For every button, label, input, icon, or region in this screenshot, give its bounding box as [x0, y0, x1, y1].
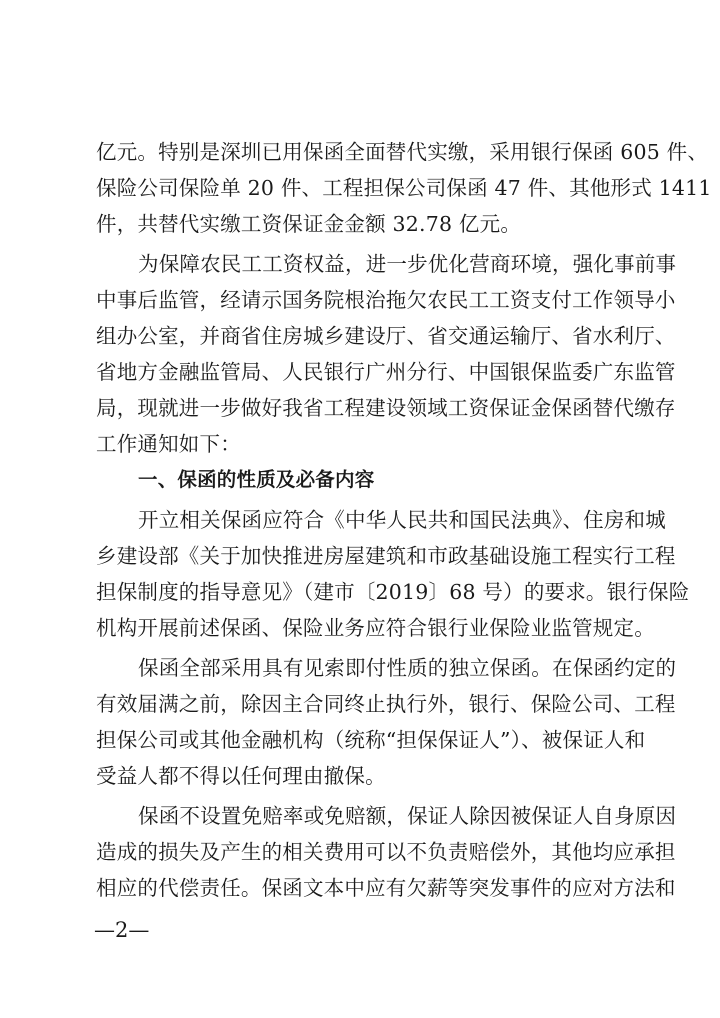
paragraph-4 [96, 650, 677, 794]
section-heading: 一、保函的性质及必备内容 [138, 468, 375, 491]
text-line: 保险公司保险单 20 件、工程担保公司保函 47 件、其他形式 1411 [96, 176, 712, 200]
text-line: 受益人都不得以任何理由撤保。 [96, 764, 386, 788]
text-line: 造成的损失及产生的相关费用可以不负责赔偿外，其他均应承担 [96, 840, 676, 864]
paragraph-3 [96, 502, 690, 646]
text-line: 省地方金融监管局、人民银行广州分行、中国银保监委广东监管 [96, 360, 676, 384]
paragraph-2 [96, 246, 677, 462]
paragraph-5 [96, 798, 677, 906]
text-line: 组办公室，并商省住房城乡建设厅、省交通运输厅、省水利厅、 [96, 324, 676, 348]
text-line: 担保公司或其他金融机构（统称“担保保证人”）、被保证人和 [96, 728, 646, 752]
document-body [96, 134, 712, 906]
text-line: 开立相关保函应符合《中华人民共和国民法典》、住房和城 [138, 508, 666, 532]
text-line: 件，共替代实缴工资保证金金额 32.78 亿元。 [96, 212, 522, 236]
text-line: 保函全部采用具有见索即付性质的独立保函。在保函约定的 [138, 656, 677, 680]
text-line: 保函不设置免赔率或免赔额，保证人除因被保证人自身原因 [138, 804, 677, 828]
text-line: 担保制度的指导意见》（建市〔2019〕68 号）的要求。银行保险 [96, 580, 690, 604]
text-line: 中事后监管，经请示国务院根治拖欠农民工工资支付工作领导小 [96, 288, 676, 312]
page-number: —2— [94, 918, 150, 942]
text-line: 机构开展前述保函、保险业务应符合银行业保险业监管规定。 [96, 616, 655, 640]
text-line: 乡建设部《关于加快推进房屋建筑和市政基础设施工程实行工程 [96, 544, 676, 568]
paragraph-1 [96, 134, 712, 242]
text-line: 局，现就进一步做好我省工程建设领域工资保证金保函替代缴存 [96, 396, 676, 420]
text-line: 相应的代偿责任。保函文本中应有欠薪等突发事件的应对方法和 [96, 876, 676, 900]
text-line: 亿元。特别是深圳已用保函全面替代实缴，采用银行保函 605 件、 [96, 140, 709, 164]
text-line: 为保障农民工工资权益，进一步优化营商环境，强化事前事 [138, 252, 677, 276]
text-line: 有效届满之前，除因主合同终止执行外，银行、保险公司、工程 [96, 692, 676, 716]
text-line: 工作通知如下： [96, 432, 241, 456]
